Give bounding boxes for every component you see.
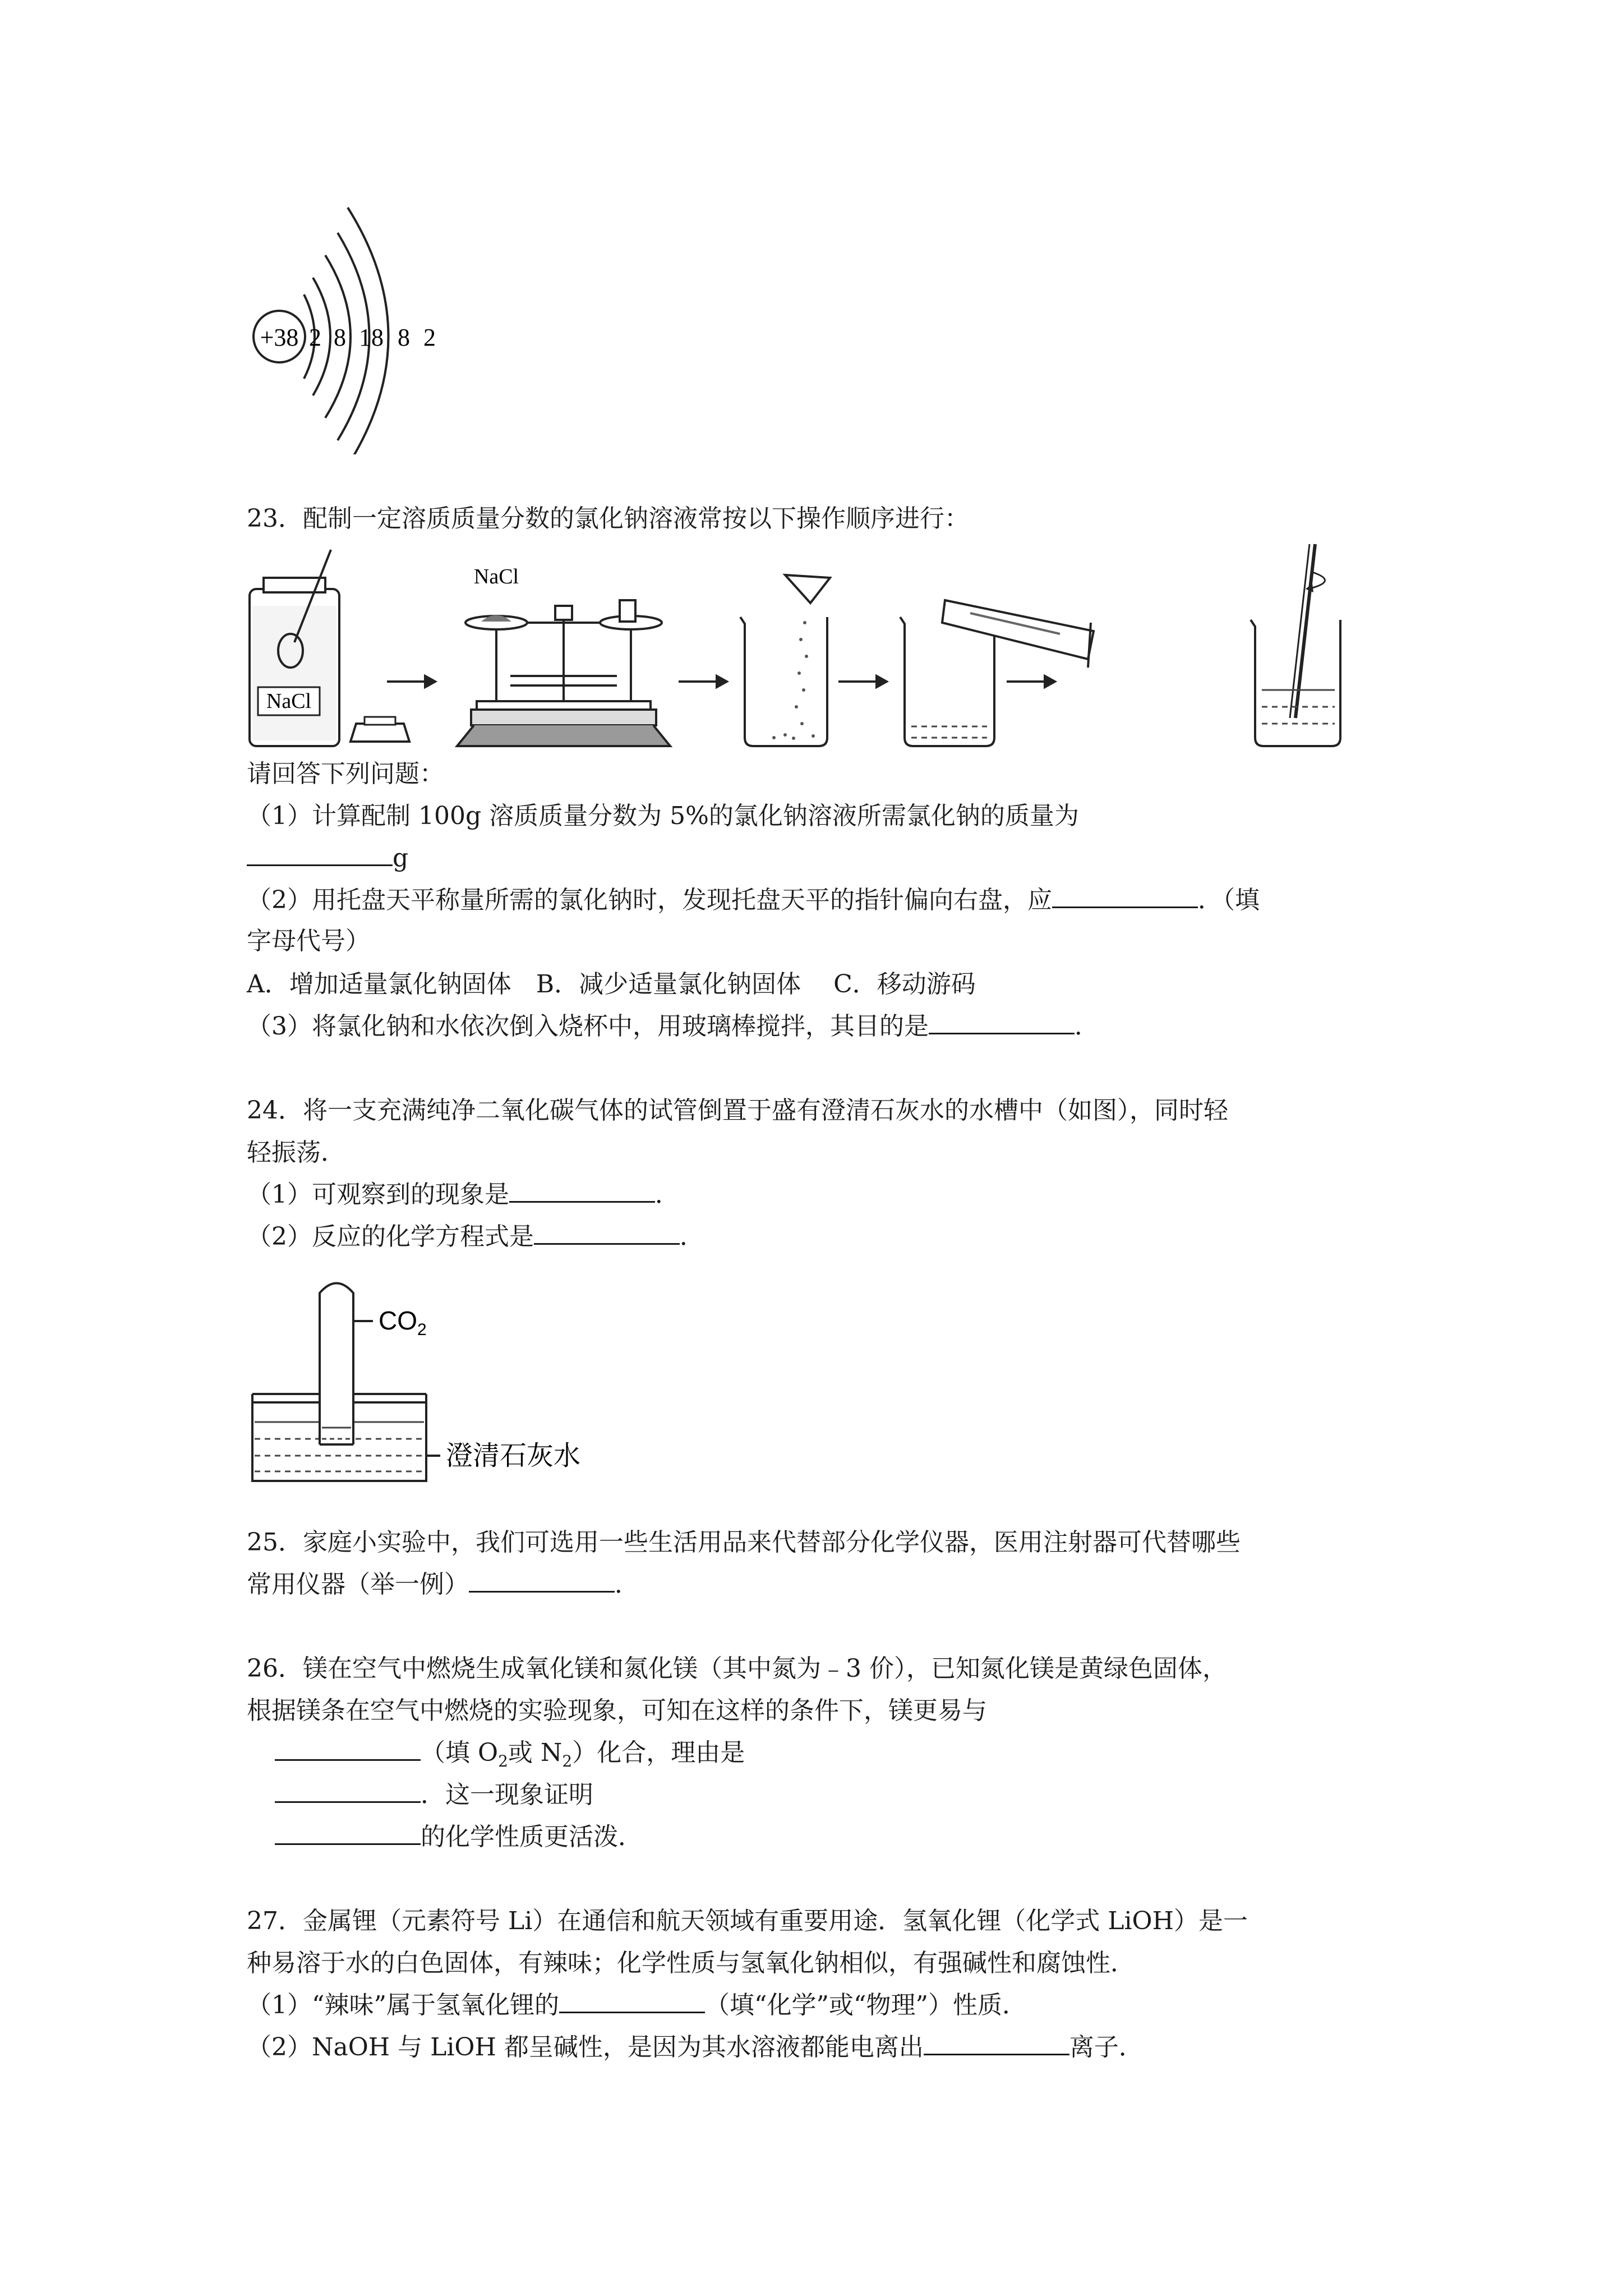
q24-part1: （1）可观察到的现象是 ． [247, 1178, 680, 1212]
q23-prompt: 请回答下列问题： [247, 760, 444, 788]
shell-electrons: 18 [359, 324, 384, 351]
q24-title-line1: 24．将一支充满纯净二氧化碳气体的试管倒置于盛有澄清石灰水的水槽中（如图），同时轻 [247, 1096, 1228, 1125]
q27-part1: （1）“辣味”属于氢氧化锂的 （填“化学”或“物理”）性质． [247, 1989, 1027, 2022]
q25-line2: 常用仪器（举一例） ． [247, 1568, 639, 1602]
q23-part1 [247, 799, 1079, 833]
graduated-cylinder [942, 600, 1094, 668]
q24-title-line2: 轻振荡． [247, 1138, 345, 1167]
answer-blank[interactable] [469, 1568, 615, 1593]
inverted-test-tube [320, 1283, 353, 1445]
q23-title: 23．配制一定溶质质量分数的氯化钠溶液常按以下操作顺序进行： [247, 504, 969, 533]
q23-part2-tail: ．（填 [1198, 886, 1260, 914]
arrow-icon [1007, 676, 1055, 687]
water-level [911, 726, 987, 738]
jar-label: NaCl [266, 689, 312, 713]
q23-options: A．增加适量氯化钠固体 B．减少适量氯化钠固体 C．移动游码 [247, 970, 976, 999]
answer-blank[interactable] [247, 842, 393, 866]
atom-structure-diagram [241, 185, 465, 454]
stir-arrow-icon [1312, 572, 1325, 588]
reagent-jar [250, 550, 339, 746]
falling-salt [772, 621, 815, 740]
liquid-label: 澄清石灰水 [446, 1440, 581, 1471]
q23-part1-unit: g [393, 844, 409, 872]
answer-blank[interactable] [275, 1821, 421, 1845]
q24-part2: （2）反应的化学方程式是 ． [247, 1220, 704, 1254]
nucleus-charge: +38 [260, 324, 299, 351]
balance-label: NaCl [473, 565, 519, 588]
answer-blank[interactable] [275, 1779, 421, 1803]
q27-line2: 种易溶于水的白色固体，有辣味；化学性质与氢氧化钠相似，有强碱性和腐蚀性． [247, 1949, 1135, 1977]
answer-blank[interactable] [534, 1221, 680, 1245]
q23-part2-cont: 字母代号） [247, 927, 370, 955]
q26-line4: ．这一现象证明 [275, 1778, 593, 1812]
answer-blank[interactable] [275, 1737, 421, 1761]
answer-blank[interactable] [1052, 884, 1198, 908]
shell-electrons: 8 [334, 324, 346, 351]
arrow-icon [679, 676, 727, 687]
gas-label: $CO_2$ [379, 1306, 427, 1339]
balance [457, 600, 670, 746]
beaker [1251, 544, 1340, 746]
q25-line1: 25．家庭小实验中，我们可选用一些生活用品来代替部分化学仪器，医用注射器可代替哪些 [247, 1528, 1241, 1557]
q26-line2: 根据镁条在空气中燃烧的实验现象，可知在这样的条件下，镁更易与 [247, 1696, 987, 1725]
q23-procedure-figure [247, 539, 1391, 752]
q23-part1-text: （1）计算配制 100g 溶质质量分数为 5%的氯化钠溶液所需氯化钠的质量为 [247, 802, 1079, 830]
answer-blank[interactable] [929, 1010, 1075, 1034]
q27-part2: （2）NaOH 与 LiOH 都呈碱性，是因为其水溶液都能电离出 离子． [247, 2031, 1144, 2064]
q23-part3: （3）将氯化钠和水依次倒入烧杯中，用玻璃棒搅拌，其目的是 ． [247, 1010, 1099, 1043]
answer-blank[interactable] [559, 1989, 705, 2013]
q26-line1: 26．镁在空气中燃烧生成氧化镁和氮化镁（其中氮为﹣3 价），已知氮化镁是黄绿色固体， [247, 1654, 1227, 1683]
beaker [740, 575, 830, 746]
q23-part1-answer [247, 841, 408, 875]
q24-co2-figure [247, 1265, 606, 1489]
shell-electrons: 2 [423, 324, 436, 351]
answer-blank[interactable] [509, 1179, 655, 1203]
arrow-icon [387, 676, 435, 687]
q23-part2 [247, 884, 1260, 917]
q23-part3-text: （3）将氯化钠和水依次倒入烧杯中，用玻璃棒搅拌，其目的是 [247, 1012, 929, 1041]
answer-blank[interactable] [924, 2031, 1069, 2055]
q26-line3: （填 $O_2$或 $N_2$）化合，理由是 [275, 1736, 745, 1778]
shell-electrons: 2 [309, 324, 321, 351]
jar-stopper [351, 724, 409, 742]
q23-part2-text: （2）用托盘天平称量所需的氯化钠时，发现托盘天平的指针偏向右盘，应 [247, 886, 1052, 914]
shell-electrons: 8 [398, 324, 410, 351]
arrow-icon [838, 676, 887, 687]
q27-line1: 27．金属锂（元素符号 Li）在通信和航天领域有重要用途．氢氧化锂（化学式 LiOH）是一 [247, 1907, 1248, 1935]
q26-line5: 的化学性质更活泼． [275, 1820, 643, 1854]
